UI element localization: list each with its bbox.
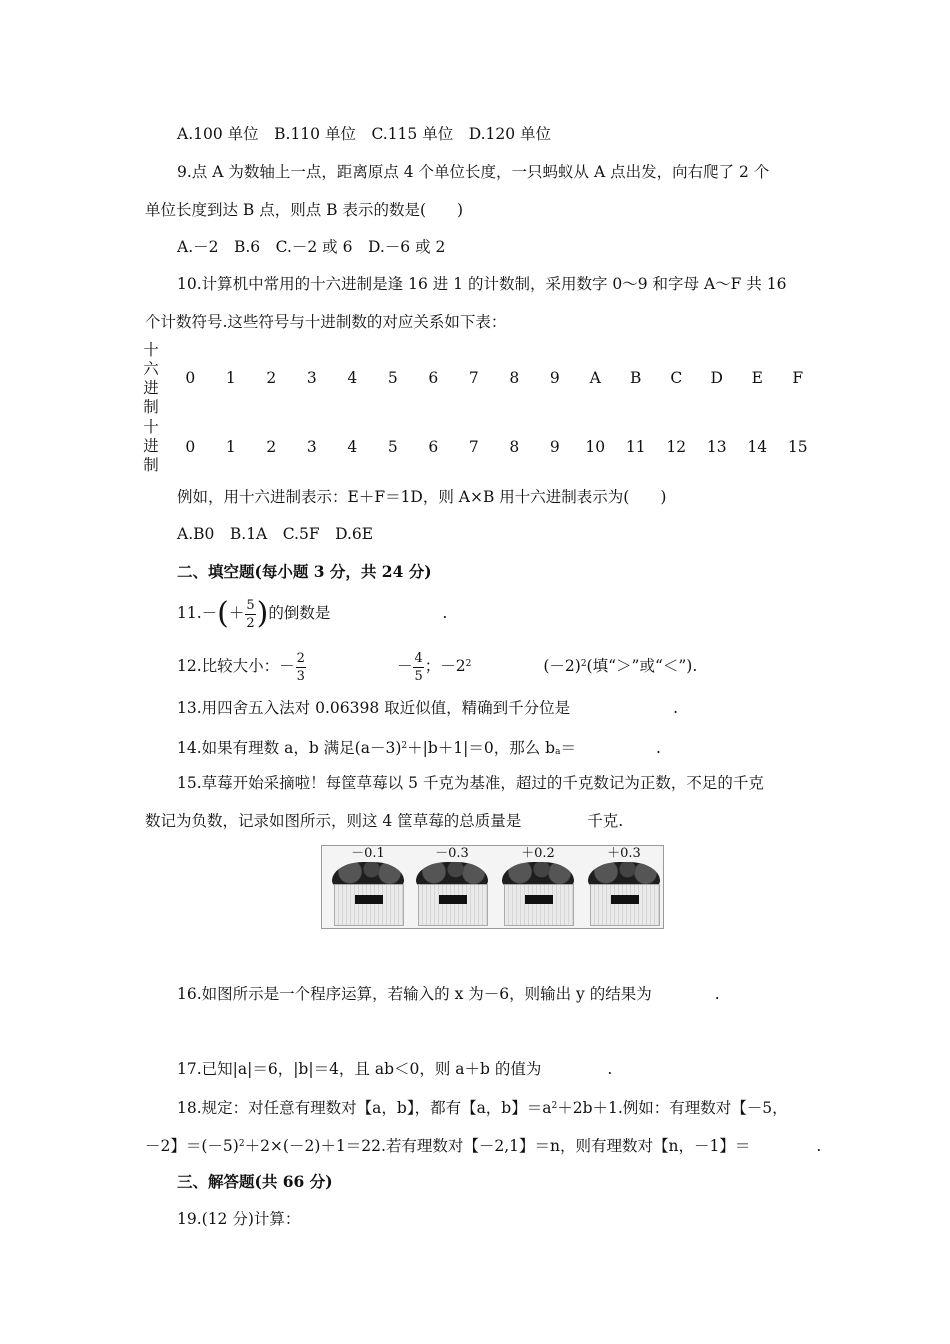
q18-line1: 18.规定：对任意有理数对【a，b】，都有【a，b】$=a^2+2b+1$.例如：有理数对【－5， xyxy=(177,1099,788,1117)
hex-cell: A xyxy=(589,369,601,387)
dec-cell: 12 xyxy=(666,438,687,456)
dec-cell: 6 xyxy=(428,438,439,456)
basket-label: ＋0.3 xyxy=(607,846,641,861)
basket xyxy=(328,846,408,928)
hex-row-header: 十 六 进 制 xyxy=(143,341,159,416)
dec-cell: 14 xyxy=(747,438,768,456)
dec-cell: 1 xyxy=(225,438,236,456)
dec-cell: 13 xyxy=(706,438,727,456)
dec-cell: 11 xyxy=(625,438,646,456)
hex-cell: 8 xyxy=(509,369,520,387)
basket-label: ＋0.2 xyxy=(521,846,555,861)
dec-row-header: 十 进 制 xyxy=(143,418,159,474)
strawberries-icon xyxy=(332,862,404,886)
hex-cell: 0 xyxy=(185,369,196,387)
basket xyxy=(498,846,578,928)
q12: 12.比较大小：－ $\frac{2}{3}$ － $\frac{4}{5}$ ；$-2^2$ $(-2)^2$(填“＞”或“＜”). xyxy=(177,650,698,684)
hex-cell: 4 xyxy=(347,369,358,387)
basket-icon xyxy=(504,884,574,926)
dec-cell: 9 xyxy=(549,438,560,456)
q10-line2: 个计数符号.这些符号与十进制数的对应关系如下表： xyxy=(145,313,507,331)
hex-cell: E xyxy=(751,369,763,387)
dec-cell: 15 xyxy=(787,438,808,456)
dec-cell: 10 xyxy=(585,438,606,456)
q10-line1: 10.计算机中常用的十六进制是逢 16 进 1 的计数制，采用数字 0～9 和字母 A～F 共 16 xyxy=(177,275,787,293)
dec-cell: 0 xyxy=(185,438,196,456)
hex-cell: 6 xyxy=(428,369,439,387)
basket-icon xyxy=(590,884,660,926)
q12-fraction-2: $\frac{4}{5}$ xyxy=(414,650,423,684)
basket-label: －0.3 xyxy=(435,846,469,861)
q9-line1: 9.点 A 为数轴上一点，距离原点 4 个单位长度，一只蚂蚁从 A 点出发，向右爬了 2 个 xyxy=(177,163,770,181)
q14: 14.如果有理数 a，b 满足$(a-3)^2+|b+1|=0$，那么 $b_a=$ . xyxy=(177,739,661,757)
q8-options: A.100 单位 B.110 单位 C.115 单位 D.120 单位 xyxy=(177,125,552,143)
q11: 11.－(＋ $\frac{5}{2}$ )的倒数是 . xyxy=(177,596,448,631)
basket-icon xyxy=(334,884,404,926)
dec-cell: 7 xyxy=(468,438,479,456)
basket-icon xyxy=(418,884,488,926)
dec-cell: 4 xyxy=(347,438,358,456)
q11-fraction: $\frac{5}{2}$ xyxy=(246,597,255,631)
hex-cell: 5 xyxy=(387,369,398,387)
strawberries-icon xyxy=(416,862,488,886)
hex-cell: B xyxy=(630,369,642,387)
q19: 19.(12 分)计算： xyxy=(177,1210,301,1228)
hex-cell: 7 xyxy=(468,369,479,387)
hex-cell: 3 xyxy=(306,369,317,387)
strawberry-baskets-figure xyxy=(321,845,664,929)
dec-cell: 2 xyxy=(266,438,277,456)
hex-cell: F xyxy=(792,369,804,387)
q13: 13.用四舍五入法对 0.06398 取近似值，精确到千分位是 . xyxy=(177,699,679,717)
basket-label: －0.1 xyxy=(351,846,385,861)
dec-cell: 8 xyxy=(509,438,520,456)
q10-options: A.B0 B.1A C.5F D.6E xyxy=(177,525,374,543)
hex-cell: 2 xyxy=(266,369,277,387)
q9-line2: 单位长度到达 B 点，则点 B 表示的数是( ) xyxy=(145,201,464,219)
q10-example: 例如，用十六进制表示：E＋F＝1D，则 A×B 用十六进制表示为( ) xyxy=(177,488,667,506)
q15-line1: 15.草莓开始采摘啦！每筐草莓以 5 千克为基准，超过的千克数记为正数，不足的千克 xyxy=(177,774,764,792)
q9-options: A.－2 B.6 C.－2 或 6 D.－6 或 2 xyxy=(177,238,446,256)
section-3-heading: 三、解答题(共 66 分) xyxy=(177,1172,333,1191)
dec-row xyxy=(170,438,820,456)
hex-cell: C xyxy=(670,369,683,387)
strawberries-icon xyxy=(502,862,574,886)
hex-cell: 1 xyxy=(225,369,236,387)
basket xyxy=(412,846,492,928)
hex-cell: D xyxy=(710,369,723,387)
q16: 16.如图所示是一个程序运算，若输入的 x 为－6，则输出 y 的结果为 . xyxy=(177,985,720,1003)
basket xyxy=(584,846,664,928)
dec-cell: 5 xyxy=(387,438,398,456)
section-2-heading: 二、填空题(每小题 3 分，共 24 分) xyxy=(177,562,432,581)
q17: 17.已知|a|＝6，|b|＝4，且 ab＜0，则 a＋b 的值为 . xyxy=(177,1060,613,1078)
hex-cell: 9 xyxy=(549,369,560,387)
q12-fraction-1: $\frac{2}{3}$ xyxy=(296,650,305,684)
strawberries-icon xyxy=(588,862,660,886)
dec-cell: 3 xyxy=(306,438,317,456)
q15-line2: 数记为负数，记录如图所示，则这 4 筐草莓的总质量是 千克. xyxy=(145,812,624,830)
q18-line2: －2】$=(-5)^2+2\times(-2)+1=22$.若有理数对【－2,1】＝n，则有理数对【n，－1】＝ . xyxy=(145,1137,822,1155)
hex-row xyxy=(170,369,820,387)
